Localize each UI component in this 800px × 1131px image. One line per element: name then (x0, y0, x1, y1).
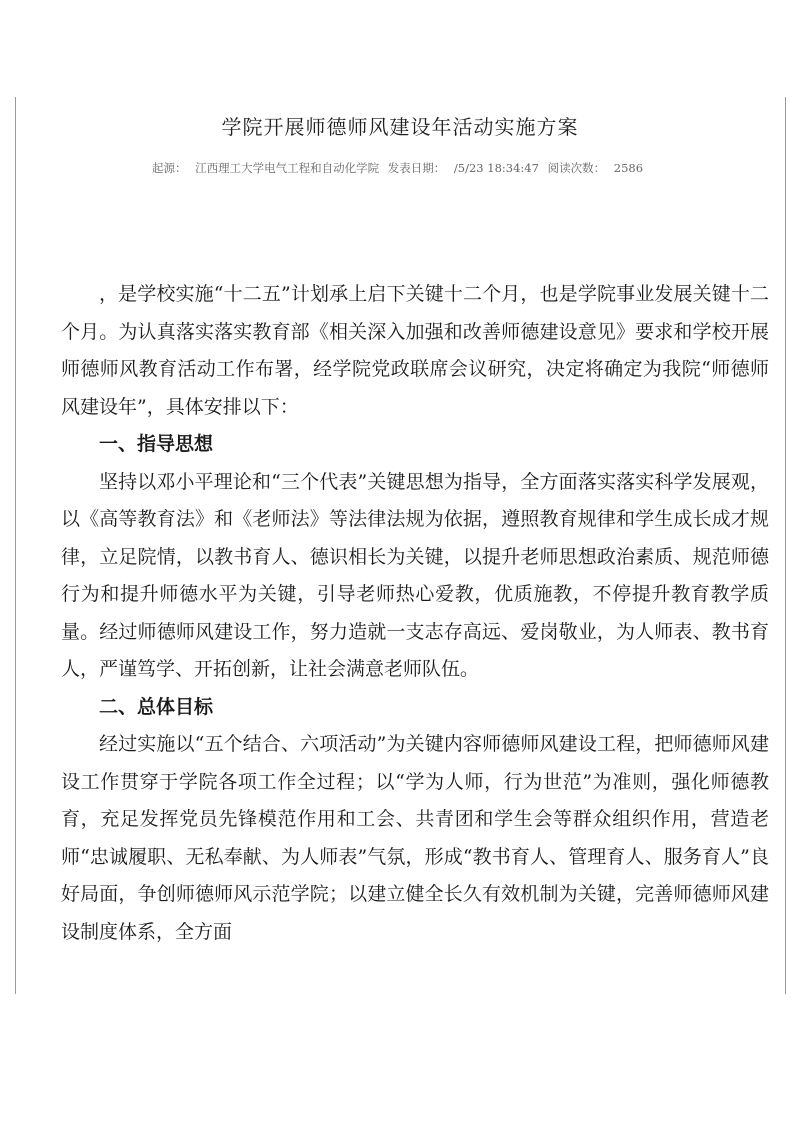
overall-goals-paragraph: 经过实施以“五个结合、六项活动”为关键内容师德师风建设工程，把师德师风建设工作贯穿于学院各项工作全过程；以“学为人师，行为世范”为准则，强化师德教育，充足发挥党员先锋模范作用和工会、共青团和学生会等群众组织作用，营造老师“忠诚履职、无私奉献、为人师表”气氛，形成“教书育人、管理育人、服务育人”良好局面，争创师德师风示范学院；以建立健全长久有效机制为关键，完善师德师风建设制度体系，全方面 (61, 733, 769, 943)
intro-paragraph: ，是学校实施“十二五”计划承上启下关键十二个月，也是学院事业发展关键十二个月。为认真落实落实教育部《相关深入加强和改善师德建设意见》要求和学校开展师德师风教育活动工作布署，经学院党政联席会议研究，决定将确定为我院“师德师风建设年”，具体安排以下： (61, 283, 769, 418)
document-title: 学院开展师德师风建设年活动实施方案 (221, 115, 579, 139)
source-label: 起源： (151, 161, 187, 175)
source-value: 江西理工大学电气工程和自动化学院 (195, 161, 380, 175)
guiding-ideology-paragraph: 坚持以邓小平理论和“三个代表”关键思想为指导，全方面落实落实科学发展观，以《高等教育法》和《老师法》等法律法规为依据，遵照教育规律和学生成长成才规律，立足院情，以教书育人、德识相长为关键，以提升老师思想政治素质、规范师德行为和提升师德水平为关键，引导老师热心爱教，优质施教，不停提升教育教学质量。经过师德师风建设工作，努力造就一支志存高远、爱岗敬业，为人师表、教书育人，严谨笃学、开拓创新，让社会满意老师队伍。 (61, 470, 769, 680)
section-heading-overall-goals: 二、总体目标 (99, 695, 214, 718)
date-value: /5/23 18:34:47 (453, 161, 539, 175)
article-body (61, 276, 769, 951)
views-label: 阅读次数： (547, 161, 606, 175)
page-border-left (15, 97, 16, 994)
date-label: 发表日期： (387, 161, 446, 175)
page-border-right (785, 97, 786, 994)
article-meta (0, 160, 800, 176)
section-heading-guiding-ideology: 一、指导思想 (99, 433, 214, 455)
views-value: 2586 (613, 161, 644, 175)
